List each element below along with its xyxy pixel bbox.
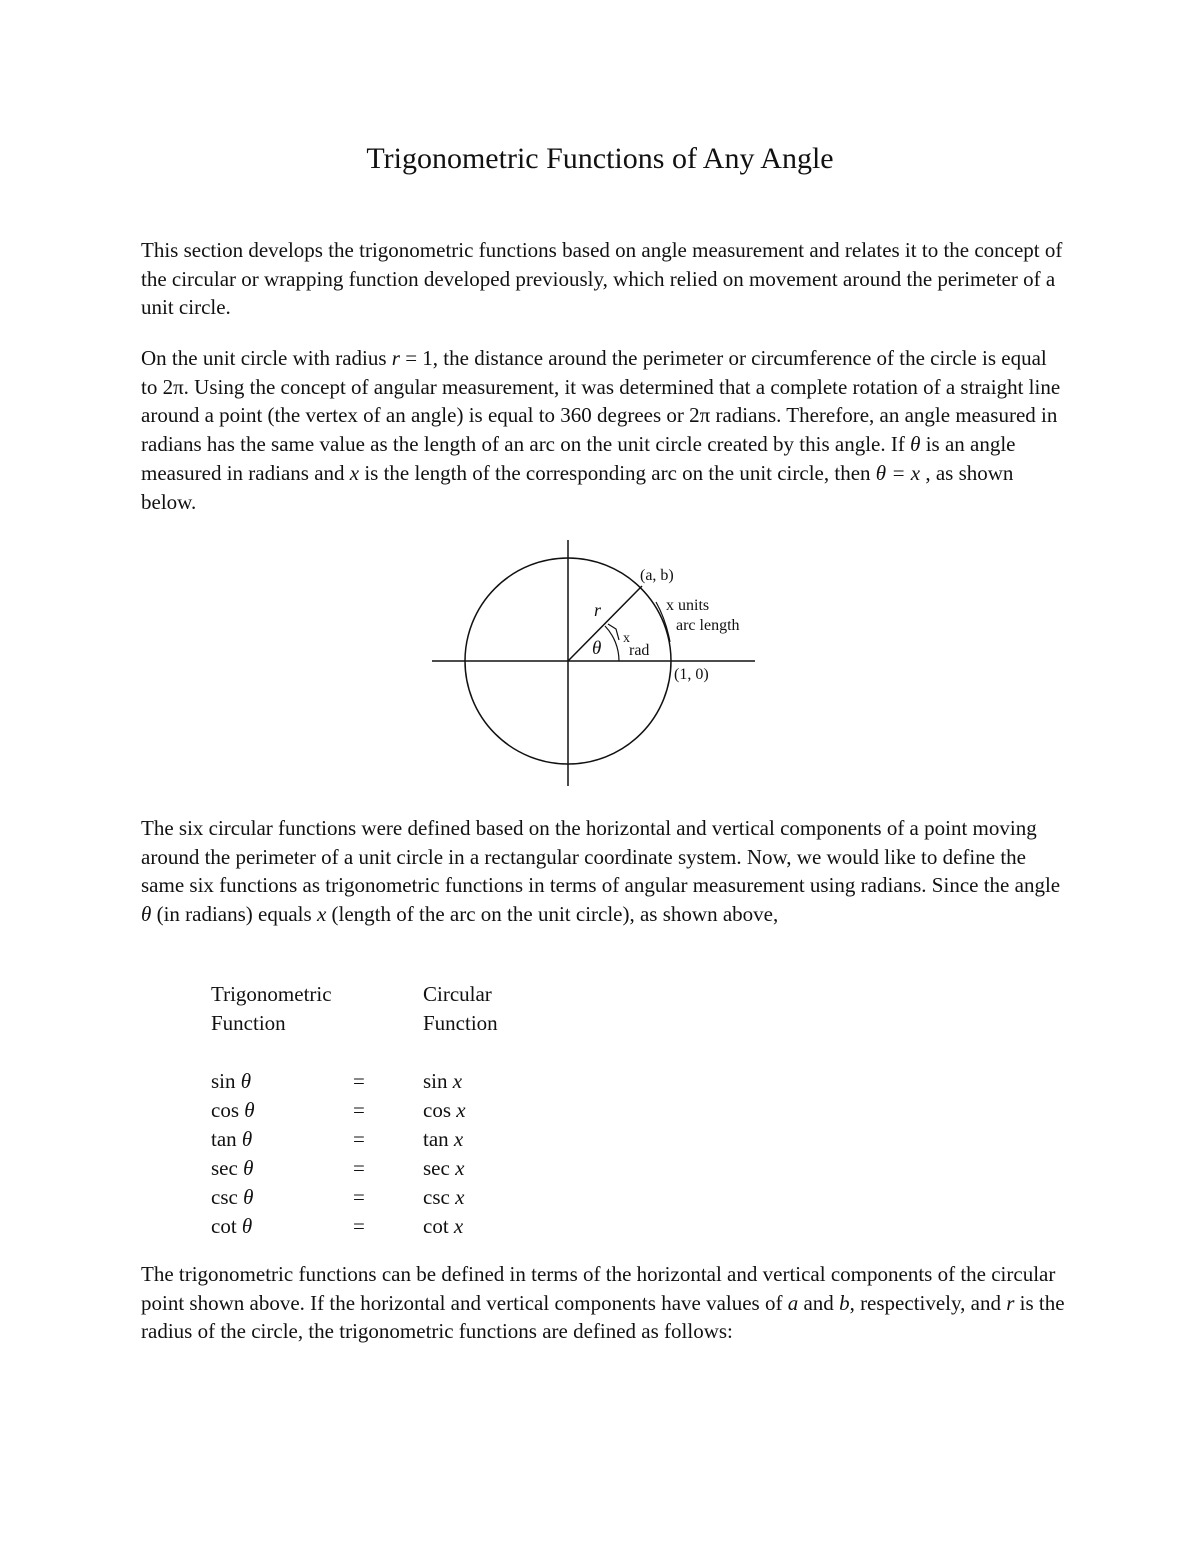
circular-functions-paragraph xyxy=(141,814,1066,929)
text-run: (length of the arc on the unit circle), as shown above, xyxy=(326,902,779,927)
var-x: x xyxy=(456,1098,466,1122)
func-name: cot xyxy=(423,1214,449,1238)
func-name: sin xyxy=(423,1069,448,1093)
text-run: The trigonometric functions can be defined in terms of the horizontal and vertical components of the circular point shown above. If the horizontal and vertical components have values of xyxy=(141,1262,1056,1315)
circ-cell xyxy=(423,1096,583,1125)
equals-sign: = xyxy=(353,1098,365,1122)
trig-cell xyxy=(211,1212,371,1241)
circ-cell xyxy=(423,1125,583,1154)
trig-cell xyxy=(211,1183,371,1212)
trig-cell xyxy=(211,1125,371,1154)
header-text: Function xyxy=(211,1010,286,1035)
text-run: is an angle measured in radians and xyxy=(141,432,1016,485)
func-name: cos xyxy=(423,1098,451,1122)
var-theta: θ xyxy=(244,1098,255,1122)
var-theta: θ xyxy=(243,1185,254,1209)
func-name: sec xyxy=(211,1156,238,1180)
trig-cell xyxy=(211,1096,371,1125)
text-run: is the length of the corresponding arc on the unit circle, then xyxy=(359,460,876,485)
label-radius-r: r xyxy=(594,600,602,620)
var-x: x xyxy=(453,1127,464,1151)
text-run: is the radius of the circle, the trigonometric functions are defined as follows: xyxy=(141,1290,1065,1344)
func-name: csc xyxy=(211,1185,238,1209)
var-theta: θ xyxy=(141,902,152,927)
label-point-ab: (a, b) xyxy=(640,567,674,584)
page-title: Trigonometric Functions of Any Angle xyxy=(366,142,834,175)
equation-theta-equals-x: θ = x xyxy=(875,460,921,485)
circ-cell xyxy=(423,1183,583,1212)
var-theta: θ xyxy=(240,1069,252,1093)
text-run: (in radians) equals xyxy=(151,902,317,927)
trig-cell xyxy=(211,1154,371,1183)
equals-sign: = xyxy=(353,1214,365,1238)
label-x: x xyxy=(623,631,630,646)
var-x: x xyxy=(316,902,327,927)
equals-sign: = xyxy=(353,1185,365,1209)
trig-cell xyxy=(211,1067,371,1096)
text-run: On the unit circle with radius xyxy=(141,346,392,370)
func-name: csc xyxy=(423,1185,450,1209)
func-name: cos xyxy=(211,1098,239,1122)
equals-sign: = xyxy=(353,1069,365,1093)
components-paragraph xyxy=(141,1260,1066,1346)
var-a: a xyxy=(787,1290,799,1315)
var-x: x xyxy=(349,460,360,485)
func-name: sin xyxy=(211,1069,236,1093)
unit-circle-paragraph xyxy=(141,344,1066,516)
func-name: tan xyxy=(423,1127,449,1151)
var-theta: θ xyxy=(241,1214,253,1238)
circ-cell xyxy=(423,1067,583,1096)
text-run: and xyxy=(798,1290,840,1315)
var-x: x xyxy=(455,1185,465,1209)
var-theta: θ xyxy=(241,1127,253,1151)
unit-circle-figure xyxy=(420,530,780,800)
header-text: Circular xyxy=(423,982,492,1006)
var-x: x xyxy=(452,1069,463,1093)
var-x: x xyxy=(455,1156,465,1180)
unit-circle-diagram xyxy=(420,530,780,800)
var-b: b xyxy=(839,1290,850,1315)
var-theta: θ xyxy=(243,1156,254,1180)
text-run: = 1, the distance around the perimeter or circumference of the circle is equal to 2π. Using the concept of angular measurement, it was determined that a complete rotation of a straight line around a point (the vertex of an angle) is equal to 360 degrees or 2π radians. Therefore, an angle measured in radians has the same value as the length of an arc on the unit circle created by this angle. If xyxy=(141,346,1061,457)
text-run: , respectively, and xyxy=(849,1290,1007,1315)
var-x: x xyxy=(453,1214,464,1238)
var-r: r xyxy=(1006,1290,1015,1315)
label-arc-length: arc length xyxy=(676,617,740,634)
label-theta: θ xyxy=(592,638,602,659)
intro-paragraph: This section develops the trigonometric functions based on angle measurement and relates it to the concept of the circular or wrapping function developed previously, which relied on movement around the perimeter of a unit circle. xyxy=(141,238,1063,320)
header-circular xyxy=(423,980,583,1038)
func-name: tan xyxy=(211,1127,237,1151)
func-name: sec xyxy=(423,1156,450,1180)
circ-cell xyxy=(423,1212,583,1241)
label-x-units: x units xyxy=(666,597,710,614)
header-text: Function xyxy=(423,1010,498,1035)
var-r: r xyxy=(391,346,400,370)
func-name: cot xyxy=(211,1214,237,1238)
label-point-1-0: (1, 0) xyxy=(674,666,709,683)
text-run: The six circular functions were defined based on the horizontal and vertical components of a point moving around the perimeter of a unit circle in a rectangular coordinate system. Now, we would like to define the same six functions as trigonometric functions in terms of angular measurement using radians. Since the angle xyxy=(141,816,1061,898)
header-trigonometric xyxy=(211,980,371,1038)
equals-sign: = xyxy=(353,1156,365,1180)
var-theta: θ xyxy=(910,432,921,457)
circ-cell xyxy=(423,1154,583,1183)
equals-sign: = xyxy=(353,1127,365,1151)
header-text: Trigonometric xyxy=(211,982,332,1006)
label-rad: rad xyxy=(629,642,650,659)
text-run: , as shown below. xyxy=(141,460,1014,514)
